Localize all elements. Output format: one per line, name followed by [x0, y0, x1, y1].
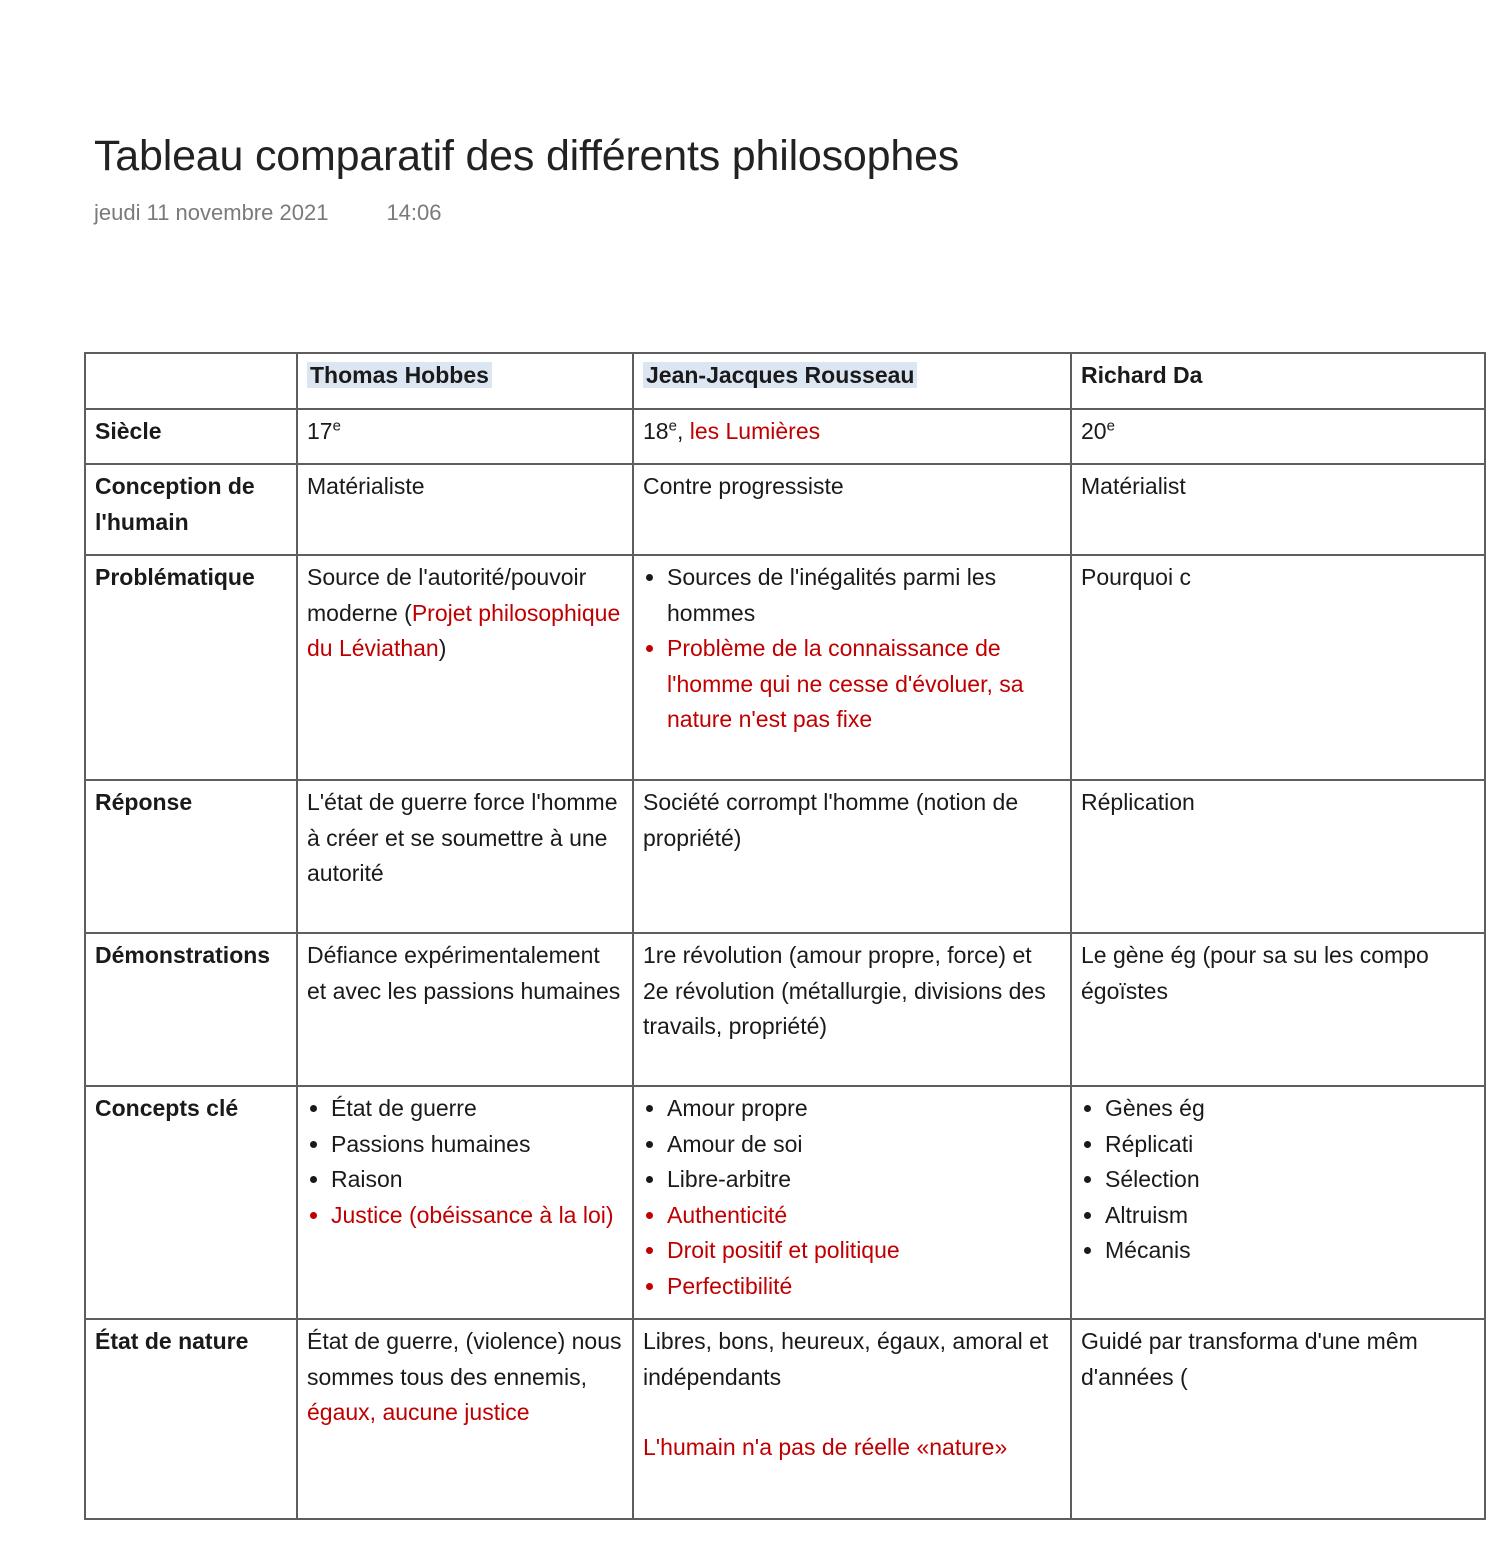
cell-text: État de guerre, (violence) nous sommes tous des ennemis, — [307, 1328, 622, 1390]
bullet-list — [643, 560, 1062, 738]
list-item: • Justice (obéissance à la loi) — [331, 1198, 624, 1234]
list-item: • Droit positif et politique — [667, 1233, 1062, 1269]
list-item: • Authenticité — [667, 1198, 1062, 1234]
row-label: Réponse — [85, 780, 297, 933]
century-value: 20 — [1081, 417, 1107, 444]
cell-dawkins: Matérialist — [1071, 464, 1485, 555]
table-row — [85, 780, 1485, 933]
table-header-row — [85, 353, 1485, 409]
table-row — [85, 1086, 1485, 1319]
table-row — [85, 409, 1485, 465]
list-item: • Sélection — [1105, 1162, 1476, 1198]
cell-red-text: Projet philosophique du Léviathan — [307, 599, 621, 661]
header-rousseau-label: Jean-Jacques Rousseau — [643, 362, 917, 388]
header-hobbes — [297, 353, 633, 409]
cell-hobbes: L'état de guerre force l'homme à créer et se soumettre à une autorité — [297, 780, 633, 933]
list-item: • Gènes ég — [1105, 1091, 1476, 1127]
cell-text-end: ) — [438, 635, 447, 661]
list-item: • État de guerre — [331, 1091, 624, 1127]
cell-dawkins: Pourquoi c — [1071, 555, 1485, 780]
cell-dawkins: Guidé par transforma d'une mêm d'années ( — [1071, 1319, 1485, 1519]
note-date: jeudi 11 novembre 2021 — [94, 200, 329, 225]
table-row — [85, 555, 1485, 780]
century-superscript: e — [668, 416, 677, 434]
cell-dawkins: Le gène ég (pour sa su les compo égoïstes — [1071, 933, 1485, 1086]
table-row — [85, 464, 1485, 555]
list-item: • Réplicati — [1105, 1127, 1476, 1163]
cell-hobbes — [297, 1319, 633, 1519]
header-rousseau — [633, 353, 1071, 409]
cell-rousseau: Société corrompt l'homme (notion de propriété) — [633, 780, 1071, 933]
table-row — [85, 933, 1485, 1086]
cell-rousseau — [633, 1086, 1071, 1319]
row-label: Problématique — [85, 555, 297, 780]
row-label: Conception de l'humain — [85, 464, 297, 555]
cell-rousseau — [633, 409, 1071, 465]
cell-rousseau: Contre progressiste — [633, 464, 1071, 555]
list-item: • Libre-arbitre — [667, 1162, 1062, 1198]
cell-dawkins — [1071, 409, 1485, 465]
note-timestamp — [94, 200, 442, 226]
row-label: État de nature — [85, 1319, 297, 1519]
cell-text: Source de l'autorité/pouvoir moderne ( — [307, 564, 587, 626]
list-item: • Passions humaines — [331, 1127, 624, 1163]
list-item: • Perfectibilité — [667, 1269, 1062, 1305]
cell-hobbes — [297, 409, 633, 465]
cell-rousseau — [633, 555, 1071, 780]
header-dawkins-label: Richard Da — [1081, 362, 1203, 388]
cell-text: Libres, bons, heureux, égaux, amoral et indépendants — [643, 1328, 1049, 1390]
comparison-table-wrapper — [84, 352, 1429, 1460]
cell-rousseau — [633, 1319, 1071, 1519]
list-item: • Sources de l'inégalités parmi les hommes — [667, 560, 1062, 631]
cell-red-text: égaux, aucune justice — [307, 1399, 530, 1425]
cell-dawkins — [1071, 1086, 1485, 1319]
cell-red-text: L'humain n'a pas de réelle «nature» — [643, 1434, 1008, 1460]
cell-rousseau: 1re révolution (amour propre, force) et 2e révolution (métallurgie, divisions des travails, propriété) — [633, 933, 1071, 1086]
row-label: Démonstrations — [85, 933, 297, 1086]
century-value: 17 — [307, 417, 333, 444]
list-item: • Amour propre — [667, 1091, 1062, 1127]
header-dawkins — [1071, 353, 1485, 409]
note-time: 14:06 — [386, 200, 442, 225]
century-separator: , — [676, 417, 690, 444]
row-label: Concepts clé — [85, 1086, 297, 1319]
list-item: • Raison — [331, 1162, 624, 1198]
century-superscript: e — [332, 416, 341, 434]
header-empty-cell — [85, 353, 297, 409]
bullet-list — [1081, 1091, 1476, 1269]
cell-hobbes — [297, 555, 633, 780]
cell-hobbes: Matérialiste — [297, 464, 633, 555]
cell-dawkins: Réplication — [1071, 780, 1485, 933]
list-item: • Altruism — [1105, 1198, 1476, 1234]
century-value: 18 — [643, 417, 669, 444]
header-hobbes-label: Thomas Hobbes — [307, 362, 492, 388]
paragraph-gap — [643, 1395, 1062, 1430]
row-label: Siècle — [85, 409, 297, 465]
century-superscript: e — [1106, 416, 1115, 434]
list-item: • Mécanis — [1105, 1233, 1476, 1269]
cell-hobbes: Défiance expérimentalement et avec les passions humaines — [297, 933, 633, 1086]
list-item: • Problème de la connaissance de l'homme qui ne cesse d'évoluer, sa nature n'est pas fixe — [667, 631, 1062, 738]
comparison-table[interactable] — [84, 352, 1486, 1520]
table-row — [85, 1319, 1485, 1519]
cell-hobbes — [297, 1086, 633, 1319]
page-title: Tableau comparatif des différents philosophes — [94, 132, 960, 180]
list-item: • Amour de soi — [667, 1127, 1062, 1163]
century-note: les Lumières — [689, 417, 821, 444]
bullet-list — [643, 1091, 1062, 1304]
bullet-list — [307, 1091, 624, 1233]
